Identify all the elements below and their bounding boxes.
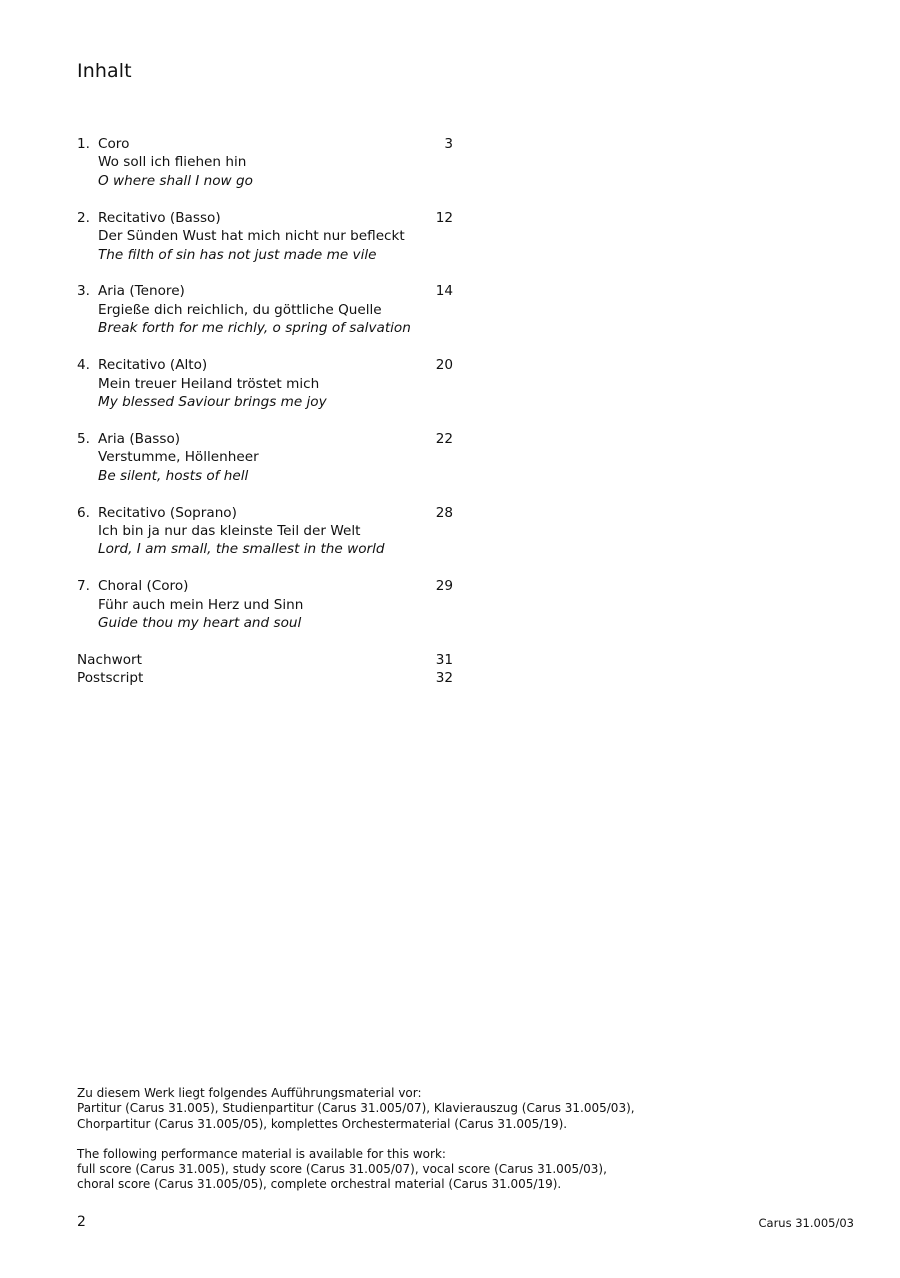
toc-entry-english-title: Guide thou my heart and soul: [98, 615, 302, 632]
toc-entry-number: 5.: [77, 430, 90, 447]
german-note: [77, 1086, 697, 1132]
toc-entry-page: 12: [435, 209, 453, 226]
performance-material-notes: [77, 1086, 697, 1208]
german-note-line-1: Partitur (Carus 31.005), Studienpartitur (Carus 31.005/07), Klavierauszug (Carus 31.005/03),: [77, 1101, 635, 1116]
toc-entry-english-title: The filth of sin has not just made me vile: [98, 246, 377, 263]
toc-entry-number: 2.: [77, 209, 90, 226]
english-note: [77, 1147, 697, 1193]
german-note-line-2: Chorpartitur (Carus 31.005/05), komplettes Orchestermaterial (Carus 31.005/19).: [77, 1116, 568, 1131]
toc-entry-number: 4.: [77, 357, 90, 374]
toc-entry-page: 14: [435, 283, 453, 300]
toc-entry-german-title: Ergieße dich reichlich, du göttliche Quelle: [98, 301, 382, 318]
toc-entry-label: Recitativo (Soprano): [98, 504, 237, 521]
toc-entry-number: 1.: [77, 136, 90, 152]
toc-entry-postscript: [77, 669, 457, 687]
toc-entry-4: [77, 356, 457, 411]
toc-entry-page: 22: [435, 430, 453, 447]
toc-entry-label: Recitativo (Basso): [98, 209, 221, 226]
toc-entry-german-title: Wo soll ich fliehen hin: [98, 154, 247, 171]
toc-entry-page: 28: [435, 504, 453, 521]
toc-entry-label: Aria (Basso): [98, 430, 181, 447]
toc-entry-english-title: Lord, I am small, the smallest in the world: [98, 541, 385, 558]
toc-entry-page: 20: [435, 357, 453, 374]
toc-entry-page: 31: [435, 651, 453, 668]
toc-entry-label: Aria (Tenore): [98, 283, 185, 300]
toc-entry-english-title: O where shall I now go: [98, 172, 253, 189]
toc-entry-2: [77, 209, 457, 264]
toc-entry-page: 3: [444, 136, 453, 152]
toc-entry-label: Postscript: [77, 669, 144, 686]
toc-entry-german-title: Ich bin ja nur das kleinste Teil der Welt: [98, 523, 361, 539]
toc-entry-german-title: Mein treuer Heiland tröstet mich: [98, 375, 320, 392]
toc-entry-nachwort: [77, 651, 457, 669]
toc-entry-german-title: Der Sünden Wust hat mich nicht nur befleckt: [98, 228, 405, 245]
toc-entry-page: 29: [435, 578, 453, 595]
toc-entry-label: Choral (Coro): [98, 578, 189, 595]
english-note-intro: The following performance material is available for this work:: [77, 1146, 446, 1161]
english-note-line-1: full score (Carus 31.005), study score (Carus 31.005/07), vocal score (Carus 31.005/03),: [77, 1162, 607, 1177]
toc-entry-english-title: My blessed Saviour brings me joy: [98, 393, 327, 410]
toc-entry-3: [77, 282, 457, 337]
page-number: 2: [77, 1214, 86, 1230]
toc-entry-5: [77, 430, 457, 485]
toc-entry-number: 7.: [77, 578, 90, 595]
toc-entry-label: Nachwort: [77, 651, 142, 668]
english-note-line-2: choral score (Carus 31.005/05), complete orchestral material (Carus 31.005/19).: [77, 1177, 562, 1192]
german-note-intro: Zu diesem Werk liegt folgendes Aufführungsmaterial vor:: [77, 1086, 422, 1100]
toc-entry-7: [77, 577, 457, 632]
toc-entry-german-title: Verstumme, Höllenheer: [98, 449, 259, 466]
toc-entry-german-title: Führ auch mein Herz und Sinn: [98, 596, 304, 613]
toc-entry-6: [77, 504, 457, 559]
toc-entry-page: 32: [435, 669, 453, 686]
toc-entry-1: [77, 135, 457, 190]
table-of-contents: [77, 135, 457, 687]
catalog-number: Carus 31.005/03: [758, 1216, 854, 1230]
toc-entry-label: Coro: [98, 136, 130, 152]
toc-entry-number: 6.: [77, 504, 90, 521]
toc-entry-english-title: Break forth for me richly, o spring of salvation: [98, 320, 411, 337]
toc-entry-label: Recitativo (Alto): [98, 357, 208, 374]
toc-entry-number: 3.: [77, 283, 90, 300]
toc-entry-english-title: Be silent, hosts of hell: [98, 467, 249, 484]
toc-appendix: [77, 651, 457, 688]
page-title: Inhalt: [77, 60, 132, 82]
